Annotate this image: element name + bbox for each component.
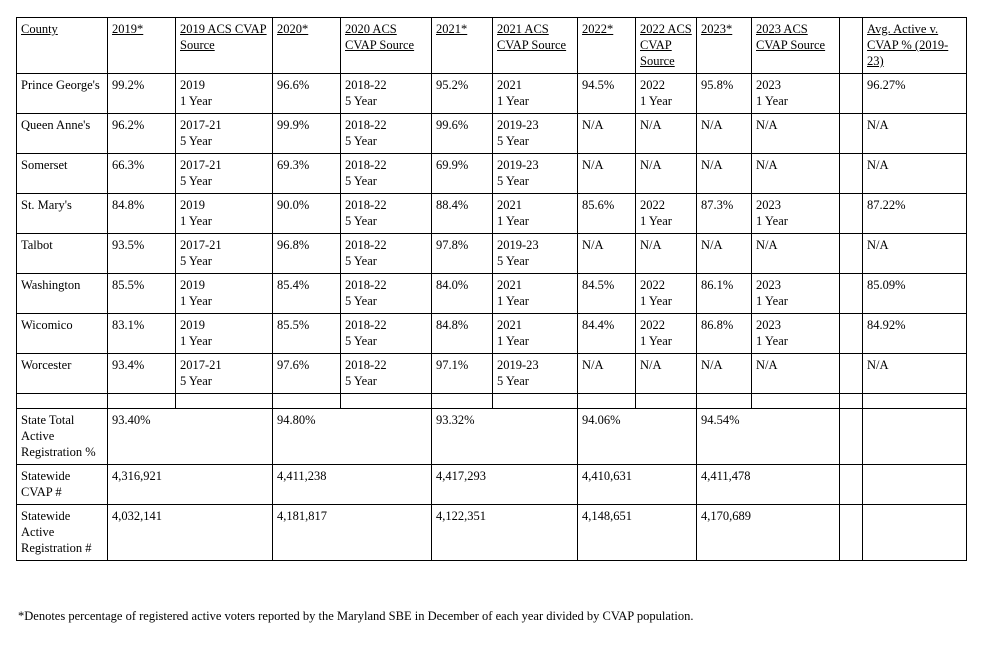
cell-county: Washington: [17, 274, 108, 314]
cell-spacer: [636, 394, 697, 409]
table-body: [17, 74, 967, 561]
cell-2020-source: [341, 354, 432, 394]
source-year: 2018-22: [345, 318, 387, 332]
table-spacer-row: [17, 394, 967, 409]
cell-2020-source: [341, 314, 432, 354]
source-span: 1 Year: [180, 94, 212, 108]
header-text: 2021*: [436, 22, 468, 36]
summary-2019: 93.40%: [108, 409, 273, 465]
source-span: 1 Year: [640, 334, 672, 348]
source-year: 2019-23: [497, 118, 539, 132]
cell-2022-pct: N/A: [578, 114, 636, 154]
header-text: County: [21, 22, 58, 36]
cell-2021-pct: 88.4%: [432, 194, 493, 234]
column-header-2020-source: [341, 18, 432, 74]
source-year: 2021: [497, 278, 522, 292]
cell-2021-source: [493, 74, 578, 114]
cell-2021-pct: 95.2%: [432, 74, 493, 114]
cell-2023-source: [752, 274, 840, 314]
summary-2022: 94.06%: [578, 409, 697, 465]
source-year: 2021: [497, 318, 522, 332]
cell-2022-pct: 85.6%: [578, 194, 636, 234]
cell-county: St. Mary's: [17, 194, 108, 234]
source-span: 1 Year: [497, 94, 529, 108]
cell-2020-source: [341, 234, 432, 274]
cell-spacer: [840, 74, 863, 114]
summary-2022: 4,148,651: [578, 505, 697, 561]
cell-2020-pct: 97.6%: [273, 354, 341, 394]
cell-2019-pct: 99.2%: [108, 74, 176, 114]
table-row: [17, 154, 967, 194]
cell-2023-source: [752, 234, 840, 274]
source-span: 5 Year: [345, 94, 377, 108]
column-header-2023-pct: [697, 18, 752, 74]
source-year: 2019-23: [497, 238, 539, 252]
source-year: 2018-22: [345, 358, 387, 372]
source-year: 2022: [640, 198, 665, 212]
source-year: 2018-22: [345, 118, 387, 132]
cell-2021-source: [493, 274, 578, 314]
source-year: N/A: [640, 158, 662, 172]
summary-row-statewide-cvap: [17, 465, 967, 505]
source-year: 2019-23: [497, 158, 539, 172]
source-year: 2019: [180, 318, 205, 332]
summary-2022: 4,410,631: [578, 465, 697, 505]
cell-2020-pct: 99.9%: [273, 114, 341, 154]
summary-2021: 4,417,293: [432, 465, 578, 505]
cell-2020-pct: 69.3%: [273, 154, 341, 194]
cell-2023-pct: N/A: [697, 114, 752, 154]
source-span: 5 Year: [345, 174, 377, 188]
cell-spacer: [578, 394, 636, 409]
table-row: [17, 194, 967, 234]
cell-average: N/A: [863, 354, 967, 394]
cell-2023-pct: N/A: [697, 354, 752, 394]
source-year: 2018-22: [345, 78, 387, 92]
cell-average: 85.09%: [863, 274, 967, 314]
cell-2021-source: [493, 114, 578, 154]
cell-2023-source: [752, 314, 840, 354]
summary-label: Statewide Active Registration #: [17, 505, 108, 561]
cell-average: N/A: [863, 234, 967, 274]
source-year: 2022: [640, 318, 665, 332]
source-year: 2019: [180, 198, 205, 212]
source-span: 1 Year: [756, 334, 788, 348]
cell-2020-pct: 96.8%: [273, 234, 341, 274]
source-year: N/A: [640, 358, 662, 372]
source-year: N/A: [756, 158, 778, 172]
source-year: 2019: [180, 78, 205, 92]
summary-row-active-registration-pct: [17, 409, 967, 465]
summary-2019: 4,316,921: [108, 465, 273, 505]
cell-average: N/A: [863, 114, 967, 154]
source-span: 1 Year: [756, 214, 788, 228]
cell-average: N/A: [863, 154, 967, 194]
cell-average: [863, 505, 967, 561]
cell-spacer: [341, 394, 432, 409]
header-text: 2023 ACS CVAP Source: [756, 22, 826, 52]
source-year: 2021: [497, 198, 522, 212]
cell-county: Prince George's: [17, 74, 108, 114]
source-year: 2018-22: [345, 198, 387, 212]
source-span: 1 Year: [640, 294, 672, 308]
source-year: 2017-21: [180, 158, 222, 172]
table-row: [17, 114, 967, 154]
cell-2023-source: [752, 354, 840, 394]
summary-2020: 4,411,238: [273, 465, 432, 505]
cell-2023-pct: N/A: [697, 154, 752, 194]
source-year: N/A: [640, 238, 662, 252]
source-span: 5 Year: [180, 254, 212, 268]
cell-2019-source: [176, 274, 273, 314]
table-row: [17, 314, 967, 354]
cell-average: 87.22%: [863, 194, 967, 234]
cell-spacer: [108, 394, 176, 409]
cell-county: Somerset: [17, 154, 108, 194]
source-year: 2022: [640, 78, 665, 92]
cell-2022-pct: N/A: [578, 234, 636, 274]
source-span: 1 Year: [497, 334, 529, 348]
source-span: 1 Year: [180, 294, 212, 308]
cell-2021-source: [493, 354, 578, 394]
cell-2021-pct: 97.8%: [432, 234, 493, 274]
source-year: N/A: [640, 118, 662, 132]
cell-county: Queen Anne's: [17, 114, 108, 154]
summary-2019: 4,032,141: [108, 505, 273, 561]
cell-2021-pct: 84.8%: [432, 314, 493, 354]
cell-2019-source: [176, 74, 273, 114]
cell-spacer: [840, 234, 863, 274]
cell-spacer: [840, 409, 863, 465]
footnote-text: *Denotes percentage of registered active voters reported by the Maryland SBE in December of each year divided by CVAP population.: [18, 609, 694, 623]
source-year: 2021: [497, 78, 522, 92]
cell-spacer: [840, 394, 863, 409]
cell-2020-source: [341, 194, 432, 234]
cell-2022-pct: 84.4%: [578, 314, 636, 354]
cell-average: [863, 409, 967, 465]
source-year: 2018-22: [345, 278, 387, 292]
cell-spacer: [273, 394, 341, 409]
source-span: 1 Year: [756, 294, 788, 308]
cell-2019-source: [176, 194, 273, 234]
column-header-2020-pct: [273, 18, 341, 74]
cvap-table: [16, 17, 967, 561]
cell-2019-source: [176, 354, 273, 394]
cell-spacer: [840, 154, 863, 194]
cell-2020-source: [341, 154, 432, 194]
source-year: N/A: [756, 238, 778, 252]
header-text: 2022 ACS CVAP Source: [640, 22, 692, 68]
source-span: 1 Year: [756, 94, 788, 108]
source-span: 5 Year: [345, 134, 377, 148]
cell-2021-source: [493, 194, 578, 234]
source-span: 5 Year: [180, 374, 212, 388]
cell-2019-pct: 93.4%: [108, 354, 176, 394]
cell-2021-pct: 99.6%: [432, 114, 493, 154]
summary-2023: 4,170,689: [697, 505, 840, 561]
cell-2023-pct: 86.1%: [697, 274, 752, 314]
cell-2022-source: [636, 194, 697, 234]
source-year: N/A: [756, 358, 778, 372]
cell-2019-pct: 84.8%: [108, 194, 176, 234]
cell-county: Talbot: [17, 234, 108, 274]
summary-row-statewide-active-registration: [17, 505, 967, 561]
cell-county: Wicomico: [17, 314, 108, 354]
cell-2020-source: [341, 274, 432, 314]
cell-2021-source: [493, 234, 578, 274]
source-span: 1 Year: [180, 334, 212, 348]
cell-spacer: [493, 394, 578, 409]
cell-2022-pct: 84.5%: [578, 274, 636, 314]
cell-spacer: [840, 354, 863, 394]
column-header-spacer: [840, 18, 863, 74]
cell-2020-pct: 96.6%: [273, 74, 341, 114]
summary-2021: 4,122,351: [432, 505, 578, 561]
cell-2019-source: [176, 314, 273, 354]
source-year: 2019-23: [497, 358, 539, 372]
source-span: 5 Year: [345, 254, 377, 268]
summary-2023: 4,411,478: [697, 465, 840, 505]
source-year: 2019: [180, 278, 205, 292]
source-year: 2018-22: [345, 238, 387, 252]
header-text: 2023*: [701, 22, 733, 36]
cell-2022-pct: 94.5%: [578, 74, 636, 114]
cell-2023-source: [752, 74, 840, 114]
summary-2020: 4,181,817: [273, 505, 432, 561]
cell-spacer: [17, 394, 108, 409]
column-header-2023-source: [752, 18, 840, 74]
cell-spacer: [840, 465, 863, 505]
summary-label: State Total Active Registration %: [17, 409, 108, 465]
source-year: 2023: [756, 278, 781, 292]
cell-2020-pct: 85.4%: [273, 274, 341, 314]
cell-average: 84.92%: [863, 314, 967, 354]
cell-2020-source: [341, 114, 432, 154]
cell-2022-pct: N/A: [578, 354, 636, 394]
cell-2022-source: [636, 314, 697, 354]
source-span: 5 Year: [180, 174, 212, 188]
source-span: 1 Year: [497, 214, 529, 228]
cell-2019-pct: 96.2%: [108, 114, 176, 154]
column-header-2021-source: [493, 18, 578, 74]
source-year: 2018-22: [345, 158, 387, 172]
cell-spacer: [840, 505, 863, 561]
column-header-2019-source: [176, 18, 273, 74]
source-year: 2022: [640, 278, 665, 292]
source-year: 2023: [756, 318, 781, 332]
summary-2020: 94.80%: [273, 409, 432, 465]
cell-2022-source: [636, 154, 697, 194]
cell-2019-pct: 93.5%: [108, 234, 176, 274]
cell-2021-pct: 97.1%: [432, 354, 493, 394]
source-span: 5 Year: [345, 294, 377, 308]
cell-spacer: [863, 394, 967, 409]
cell-2022-source: [636, 354, 697, 394]
summary-2021: 93.32%: [432, 409, 578, 465]
header-text: 2020*: [277, 22, 309, 36]
source-year: 2023: [756, 198, 781, 212]
cell-2019-pct: 85.5%: [108, 274, 176, 314]
cell-2023-pct: N/A: [697, 234, 752, 274]
cell-2023-pct: 95.8%: [697, 74, 752, 114]
table-row: [17, 74, 967, 114]
source-year: 2017-21: [180, 118, 222, 132]
source-year: 2017-21: [180, 358, 222, 372]
source-span: 1 Year: [640, 214, 672, 228]
cell-2019-pct: 83.1%: [108, 314, 176, 354]
column-header-2022-source: [636, 18, 697, 74]
cell-2019-pct: 66.3%: [108, 154, 176, 194]
cell-spacer: [840, 114, 863, 154]
header-row: [17, 18, 967, 74]
header-text: 2022*: [582, 22, 614, 36]
cell-2021-pct: 69.9%: [432, 154, 493, 194]
source-span: 5 Year: [497, 374, 529, 388]
cell-2019-source: [176, 234, 273, 274]
table-row: [17, 274, 967, 314]
cell-2020-pct: 85.5%: [273, 314, 341, 354]
cell-2023-pct: 86.8%: [697, 314, 752, 354]
cell-2020-pct: 90.0%: [273, 194, 341, 234]
source-span: 1 Year: [497, 294, 529, 308]
cell-2023-pct: 87.3%: [697, 194, 752, 234]
source-span: 5 Year: [180, 134, 212, 148]
summary-2023: 94.54%: [697, 409, 840, 465]
table-row: [17, 354, 967, 394]
header-text: 2020 ACS CVAP Source: [345, 22, 415, 52]
header-text: 2019 ACS CVAP Source: [180, 22, 267, 52]
source-year: 2017-21: [180, 238, 222, 252]
cell-spacer: [840, 274, 863, 314]
source-span: 1 Year: [180, 214, 212, 228]
header-text: 2019*: [112, 22, 144, 36]
column-header-2022-pct: [578, 18, 636, 74]
cell-spacer: [432, 394, 493, 409]
cell-2022-source: [636, 274, 697, 314]
source-span: 5 Year: [497, 134, 529, 148]
cell-2019-source: [176, 114, 273, 154]
source-span: 1 Year: [640, 94, 672, 108]
table-row: [17, 234, 967, 274]
cell-county: Worcester: [17, 354, 108, 394]
table-header: [17, 18, 967, 74]
cell-spacer: [176, 394, 273, 409]
cell-2022-source: [636, 74, 697, 114]
header-text: Avg. Active v. CVAP % (2019-23): [867, 22, 949, 68]
column-header-2021-pct: [432, 18, 493, 74]
cell-2023-source: [752, 114, 840, 154]
cell-spacer: [752, 394, 840, 409]
source-span: 5 Year: [345, 374, 377, 388]
header-text: 2021 ACS CVAP Source: [497, 22, 567, 52]
source-year: 2023: [756, 78, 781, 92]
cell-2022-source: [636, 234, 697, 274]
cell-2023-source: [752, 194, 840, 234]
summary-label: Statewide CVAP #: [17, 465, 108, 505]
cell-2022-source: [636, 114, 697, 154]
cell-2023-source: [752, 154, 840, 194]
column-header-2019-pct: [108, 18, 176, 74]
cell-spacer: [697, 394, 752, 409]
column-header-average: [863, 18, 967, 74]
column-header-county: [17, 18, 108, 74]
source-year: N/A: [756, 118, 778, 132]
cell-average: 96.27%: [863, 74, 967, 114]
cell-2021-source: [493, 154, 578, 194]
source-span: 5 Year: [345, 334, 377, 348]
cell-2022-pct: N/A: [578, 154, 636, 194]
cell-2019-source: [176, 154, 273, 194]
cell-spacer: [840, 314, 863, 354]
source-span: 5 Year: [497, 174, 529, 188]
cell-2021-pct: 84.0%: [432, 274, 493, 314]
cell-2021-source: [493, 314, 578, 354]
source-span: 5 Year: [345, 214, 377, 228]
cell-2020-source: [341, 74, 432, 114]
cell-average: [863, 465, 967, 505]
cell-spacer: [840, 194, 863, 234]
source-span: 5 Year: [497, 254, 529, 268]
